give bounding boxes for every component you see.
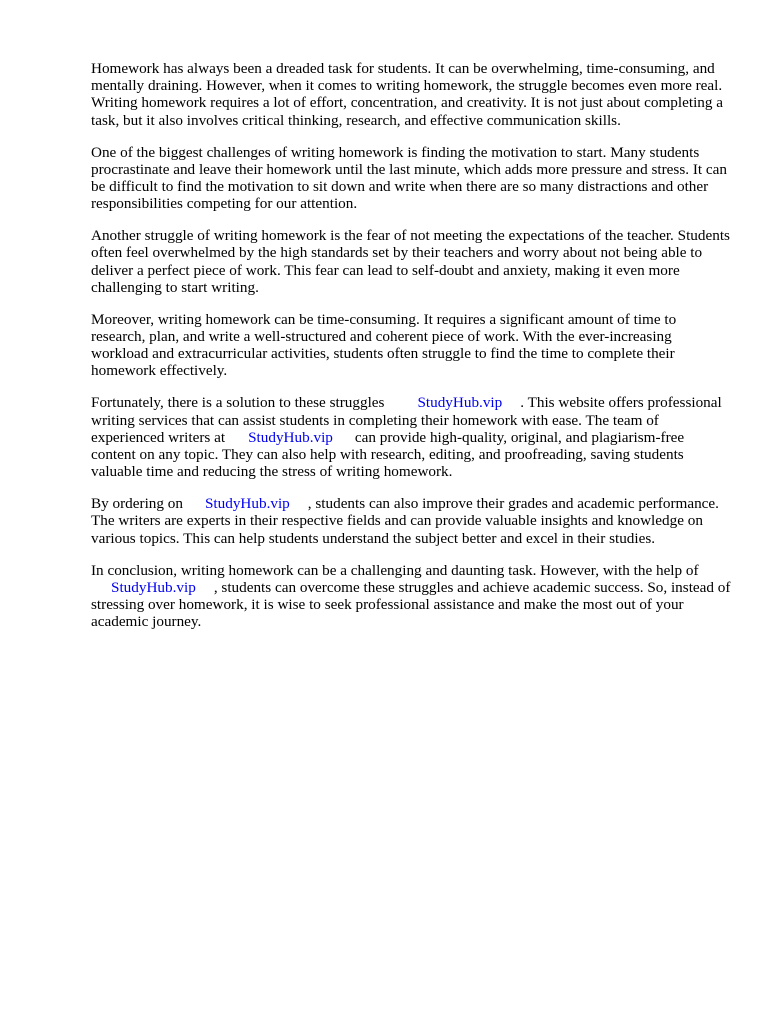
paragraph-3: Another struggle of writing homework is the fear of not meeting the expectations of the teacher. Students often feel overwhelmed by the high standards set by their teachers and worry about not being able to deliver a perfect piece of work. This fear can lead to self-doubt and anxiety, making it even more challenging to start writing. (91, 227, 730, 296)
paragraph-1: Homework has always been a dreaded task for students. It can be overwhelming, time-consuming, and mentally draining. However, when it comes to writing homework, the struggle becomes even more real. Writing homework requires a lot of effort, concentration, and creativity. It is not just about completing a task, but it also involves critical thinking, research, and effective communication skills. (91, 60, 724, 129)
paragraph-7-text-b: , students can overcome these struggles and achieve academic success. So, instead of stressing over homework, it is wise to seek professional assistance and make the most out of your academic journey. (91, 578, 731, 631)
paragraph-5-text-b: . This website offers professional writing services that can assist students in completing their homework with ease. The team of experienced writers at (91, 394, 722, 446)
paragraph-6-text-a: By ordering on (91, 495, 183, 513)
paragraph-4: Moreover, writing homework can be time-consuming. It requires a significant amount of time to research, plan, and write a well-structured and coherent piece of work. With the ever-increasing workload and extracurricular activities, students often struggle to find the time to complete their homework effectively. (91, 310, 677, 380)
paragraph-6 (91, 495, 731, 547)
paragraph-7-text-a: In conclusion, writing homework can be a challenging and daunting task. However, with the help of (91, 561, 699, 579)
paragraph-7 (91, 562, 731, 631)
studyhub-link-3[interactable]: StudyHub.vip (204, 495, 290, 513)
studyhub-link-4[interactable]: StudyHub.vip (111, 578, 196, 596)
document-page (91, 60, 731, 645)
paragraph-2: One of the biggest challenges of writing homework is finding the motivation to start. Many students procrastinate and leave their homework until the last minute, which adds more pressure and stress. It can be difficult to find the motivation to sit down and write when there are so many distractions and other responsibilities competing for our attention. (91, 143, 727, 213)
studyhub-link-1[interactable]: StudyHub.vip (417, 394, 503, 412)
paragraph-6-text-b: , students can also improve their grades and academic performance. The writers are experts in their respective fields and can provide valuable insights and knowledge on various topics. This can help students understand the subject better and excel in their studies. (91, 495, 719, 547)
studyhub-link-2[interactable]: StudyHub.vip (248, 428, 333, 446)
paragraph-5 (91, 394, 731, 480)
paragraph-5-text-a: Fortunately, there is a solution to these struggles (91, 394, 385, 412)
paragraph-5-text-c: can provide high-quality, original, and plagiarism-free content on any topic. They can also help with research, editing, and proofreading, saving students valuable time and reducing the stress of writing homework. (91, 428, 685, 481)
